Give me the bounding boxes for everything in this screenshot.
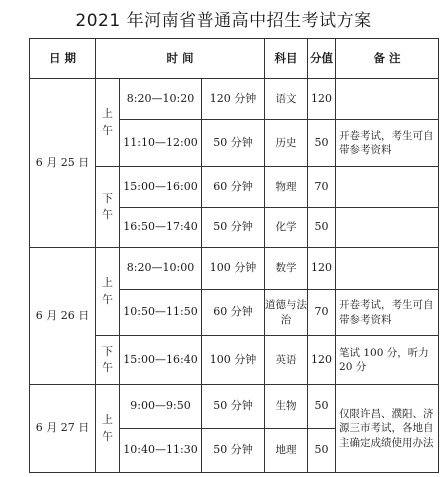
page-title: 2021 年河南省普通高中招生考试方案 — [75, 11, 372, 31]
duration-cell: 100 分钟 — [202, 336, 265, 385]
note-cell — [336, 248, 439, 290]
duration-cell: 50 分钟 — [202, 120, 265, 167]
date-cell: 6 月 26 日 — [30, 248, 96, 385]
subject-cell: 历史 — [265, 120, 308, 167]
time-cell: 10:40—11:30 — [120, 429, 202, 473]
header-score: 分值 — [308, 39, 336, 79]
time-cell: 16:50—17:40 — [120, 208, 202, 248]
time-cell: 8:20—10:20 — [120, 79, 202, 120]
time-cell: 9:00—9:50 — [120, 385, 202, 429]
score-cell: 70 — [308, 167, 336, 208]
duration-cell: 60 分钟 — [202, 167, 265, 208]
score-cell: 120 — [308, 336, 336, 385]
subject-cell: 语文 — [265, 79, 308, 120]
subject-cell: 化学 — [265, 208, 308, 248]
header-subject: 科目 — [265, 39, 308, 79]
note-cell — [336, 167, 439, 208]
table-row — [30, 248, 439, 290]
date-cell: 6 月 25 日 — [30, 79, 96, 248]
period-cell: 下午 — [96, 167, 120, 248]
note-cell: 开卷考试，考生可自带参考资料 — [336, 120, 439, 167]
exam-schedule-table — [29, 38, 439, 473]
time-cell: 15:00—16:00 — [120, 167, 202, 208]
subject-cell: 物理 — [265, 167, 308, 208]
score-cell: 120 — [308, 79, 336, 120]
score-cell: 50 — [308, 120, 336, 167]
duration-cell: 50 分钟 — [202, 429, 265, 473]
score-cell: 50 — [308, 208, 336, 248]
score-cell: 50 — [308, 385, 336, 429]
table-row — [30, 385, 439, 429]
header-time: 时 间 — [96, 39, 265, 79]
duration-cell: 60 分钟 — [202, 290, 265, 336]
score-cell: 120 — [308, 248, 336, 290]
subject-cell: 道德与法治 — [265, 290, 308, 336]
note-cell: 笔试 100 分，听力 20 分 — [336, 336, 439, 385]
header-note: 备 注 — [336, 39, 439, 79]
subject-cell: 地理 — [265, 429, 308, 473]
period-cell: 上午 — [96, 79, 120, 167]
duration-cell: 50 分钟 — [202, 385, 265, 429]
subject-cell: 生物 — [265, 385, 308, 429]
score-cell: 50 — [308, 429, 336, 473]
note-cell — [336, 79, 439, 120]
header-row — [30, 39, 439, 79]
note-cell — [336, 208, 439, 248]
score-cell: 70 — [308, 290, 336, 336]
note-cell: 仅限许昌、濮阳、济源三市考试，各地自主确定成绩使用办法 — [336, 385, 439, 473]
period-cell: 上午 — [96, 248, 120, 336]
duration-cell: 120 分钟 — [202, 79, 265, 120]
subject-cell: 英语 — [265, 336, 308, 385]
duration-cell: 100 分钟 — [202, 248, 265, 290]
period-cell: 上午 — [96, 385, 120, 473]
date-cell: 6 月 27 日 — [30, 385, 96, 473]
time-cell: 10:50—11:50 — [120, 290, 202, 336]
subject-cell: 数学 — [265, 248, 308, 290]
time-cell: 11:10—12:00 — [120, 120, 202, 167]
duration-cell: 50 分钟 — [202, 208, 265, 248]
header-date: 日 期 — [30, 39, 96, 79]
note-cell: 开卷考试，考生可自带参考资料 — [336, 290, 439, 336]
table-row — [30, 79, 439, 120]
period-cell: 下午 — [96, 336, 120, 385]
time-cell: 15:00—16:40 — [120, 336, 202, 385]
time-cell: 8:20—10:00 — [120, 248, 202, 290]
